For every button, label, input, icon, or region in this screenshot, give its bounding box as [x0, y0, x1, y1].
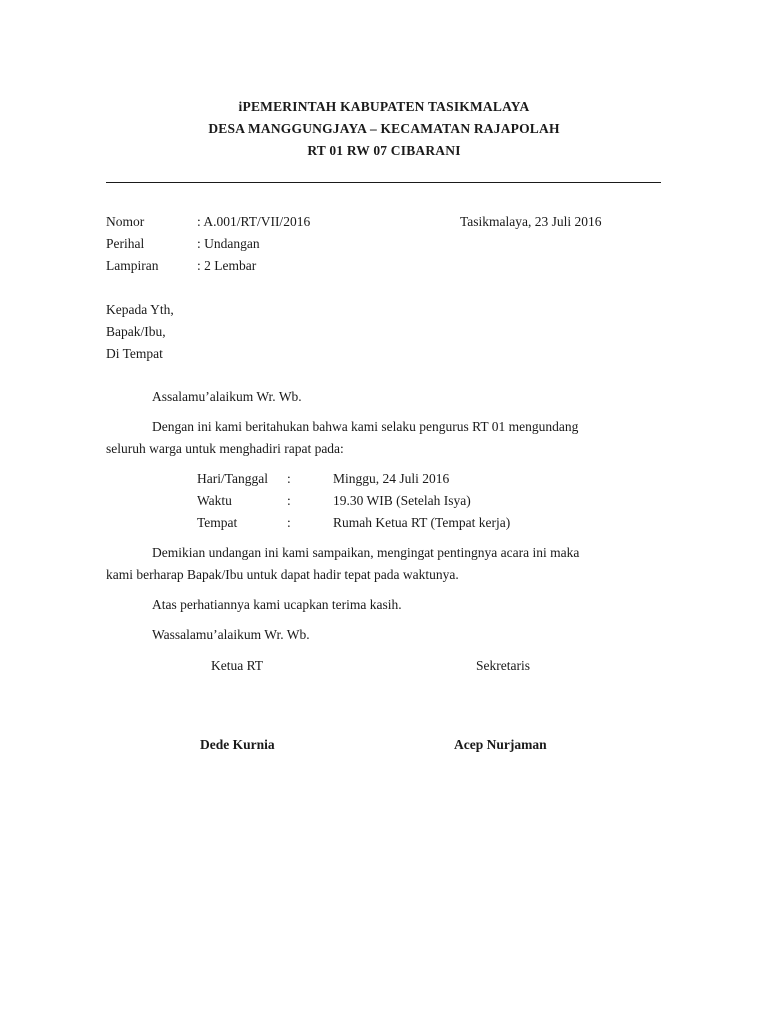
event-colon-time: : [287, 493, 291, 508]
thanks-line: Atas perhatiannya kami ucapkan terima kasih. [152, 597, 402, 612]
recipient-line-3: Di Tempat [106, 346, 163, 361]
perihal-value: : Undangan [197, 236, 260, 251]
paragraph-1-line-1: Dengan ini kami beritahukan bahwa kami selaku pengurus RT 01 mengundang [152, 419, 579, 434]
lampiran-value: : 2 Lembar [197, 258, 257, 273]
lampiran-label: Lampiran [106, 258, 159, 273]
header-line-1: iPEMERINTAH KABUPATEN TASIKMALAYA [238, 99, 530, 114]
left-signature-name: Dede Kurnia [200, 737, 275, 752]
right-signature-title: Sekretaris [476, 658, 530, 673]
recipient-line-2: Bapak/Ibu, [106, 324, 166, 339]
event-label-date: Hari/Tanggal [197, 471, 269, 486]
greeting: Assalamu’alaikum Wr. Wb. [152, 389, 302, 404]
right-signature-name: Acep Nurjaman [454, 737, 547, 752]
paragraph-1-line-2: seluruh warga untuk menghadiri rapat pada: [106, 441, 344, 456]
event-value-place: Rumah Ketua RT (Tempat kerja) [333, 515, 511, 530]
closing-line: Wassalamu’alaikum Wr. Wb. [152, 627, 310, 642]
header-line-2: DESA MANGGUNGJAYA – KECAMATAN RAJAPOLAH [208, 121, 560, 136]
event-colon-place: : [287, 515, 291, 530]
event-value-date: Minggu, 24 Juli 2016 [333, 471, 450, 486]
paragraph-2-line-2: kami berharap Bapak/Ibu untuk dapat hadir tepat pada waktunya. [106, 567, 459, 582]
header-line-3: RT 01 RW 07 CIBARANI [307, 143, 461, 158]
event-label-time: Waktu [197, 493, 232, 508]
nomor-value: : A.001/RT/VII/2016 [197, 214, 311, 229]
event-colon-date: : [287, 471, 291, 486]
perihal-label: Perihal [106, 236, 145, 251]
recipient-line-1: Kepada Yth, [106, 302, 174, 317]
place-date: Tasikmalaya, 23 Juli 2016 [460, 214, 602, 229]
paragraph-2-line-1: Demikian undangan ini kami sampaikan, mengingat pentingnya acara ini maka [152, 545, 580, 560]
nomor-label: Nomor [106, 214, 145, 229]
header-divider [106, 182, 661, 183]
event-value-time: 19.30 WIB (Setelah Isya) [333, 493, 471, 508]
left-signature-title: Ketua RT [211, 658, 264, 673]
event-label-place: Tempat [197, 515, 238, 530]
